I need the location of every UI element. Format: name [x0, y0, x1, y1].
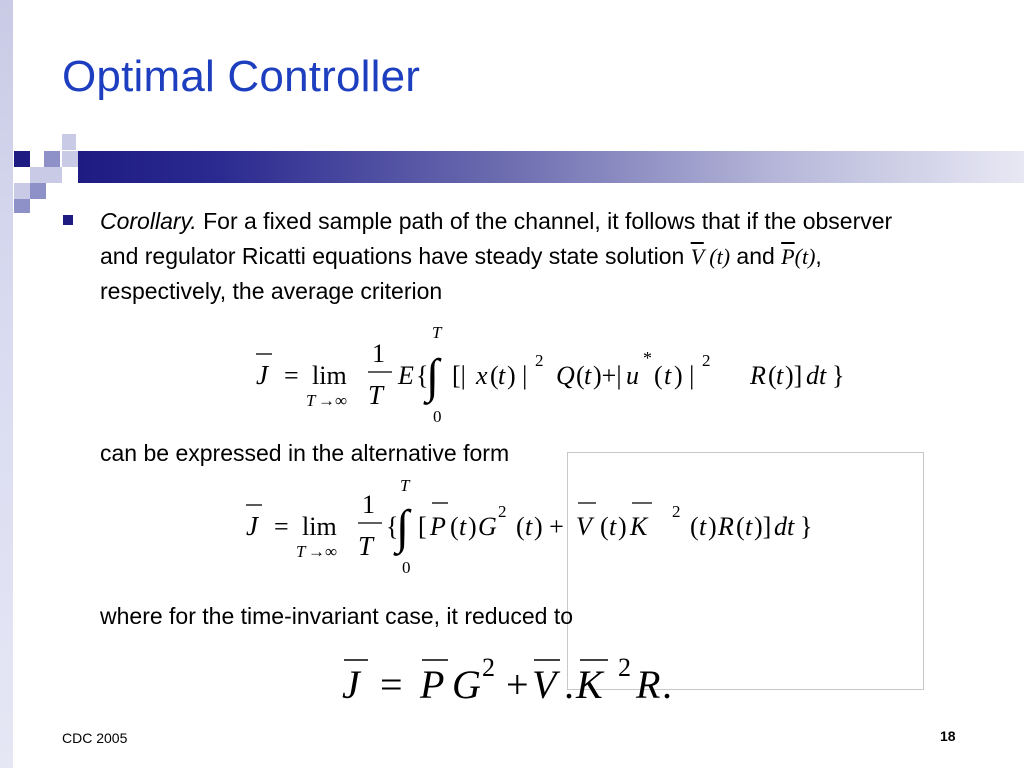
- svg-text:Q: Q: [556, 361, 575, 390]
- svg-text:x: x: [476, 361, 488, 390]
- equation-criterion: [250, 318, 870, 430]
- svg-text:) |: ) |: [507, 361, 528, 390]
- corollary-paragraph: [100, 204, 920, 309]
- svg-text:T: T: [432, 323, 442, 342]
- svg-text:): ): [618, 512, 627, 541]
- svg-text:J: J: [246, 511, 258, 541]
- svg-text:2: 2: [672, 502, 681, 521]
- svg-text:t: t: [664, 361, 672, 390]
- footer-conference: CDC 2005: [62, 730, 128, 746]
- svg-text:T: T: [400, 476, 410, 495]
- svg-text:E: E: [398, 361, 414, 390]
- para-text-and: and: [736, 243, 775, 269]
- svg-text:(: (: [600, 512, 609, 541]
- svg-text:) +: ) +: [534, 512, 564, 541]
- svg-text:t: t: [498, 361, 506, 390]
- svg-text:K: K: [576, 662, 603, 707]
- svg-text:t: t: [584, 361, 592, 390]
- equation-time-invariant: [336, 650, 736, 710]
- svg-text:*: *: [643, 348, 652, 368]
- svg-text:2: 2: [618, 653, 631, 682]
- equation-alternative: [240, 475, 850, 585]
- svg-text:(: (: [490, 361, 499, 390]
- svg-text:)+|: )+|: [593, 361, 622, 390]
- svg-text:{: {: [386, 512, 399, 541]
- svg-text:J: J: [256, 360, 268, 390]
- text-alternative-form: can be expressed in the alternative form: [100, 440, 510, 466]
- math-v-bar-t: $\overline{V}$ (t): [690, 244, 731, 269]
- svg-text:P: P: [420, 662, 445, 707]
- para-text-3: , respectively, the average criterion: [100, 243, 822, 304]
- svg-text:G: G: [478, 512, 497, 541]
- svg-text:t: t: [699, 512, 707, 541]
- svg-text:[|: [|: [452, 361, 466, 390]
- math-p-bar-t: $\overline{P}(t)$: [781, 244, 816, 269]
- svg-text:J: J: [342, 662, 360, 707]
- svg-text:P: P: [430, 512, 446, 541]
- svg-text:)]: )]: [785, 361, 803, 390]
- svg-text:=: =: [284, 361, 299, 390]
- svg-text:V: V: [576, 512, 592, 541]
- svg-text:t: t: [776, 361, 784, 390]
- bullet-marker: [63, 215, 73, 225]
- svg-text:}: }: [832, 361, 845, 390]
- svg-text:0: 0: [402, 558, 411, 577]
- svg-text:): ): [468, 512, 477, 541]
- para-text-1: For a fixed sample path of the channel, it follows that if the observer and regulator Ricatti equations have steady state solution: [100, 208, 893, 269]
- svg-text:T: T: [296, 542, 306, 561]
- svg-text:(: (: [576, 361, 585, 390]
- svg-text:V: V: [532, 662, 557, 707]
- svg-text:+: +: [506, 662, 529, 707]
- svg-text:∫: ∫: [396, 501, 410, 554]
- svg-text:R: R: [750, 361, 766, 390]
- page-number: 18: [940, 728, 956, 744]
- corollary-label: Corollary.: [100, 208, 197, 234]
- svg-text:.: .: [564, 662, 574, 707]
- svg-text:T: T: [368, 380, 384, 410]
- svg-text:u: u: [626, 361, 639, 390]
- svg-text:dt: dt: [806, 361, 827, 390]
- svg-text:(: (: [450, 512, 459, 541]
- svg-text:[: [: [418, 512, 427, 541]
- svg-text:) |: ) |: [674, 361, 695, 390]
- svg-text:=: =: [380, 662, 403, 707]
- svg-text:→∞: →∞: [318, 391, 348, 410]
- svg-text:(: (: [768, 361, 777, 390]
- svg-text:(: (: [654, 361, 663, 390]
- svg-text:2: 2: [535, 351, 544, 370]
- svg-text:)]: )]: [754, 512, 772, 541]
- svg-text:}: }: [800, 512, 813, 541]
- svg-text:T: T: [306, 391, 316, 410]
- svg-text:=: =: [274, 512, 289, 541]
- svg-text:t: t: [745, 512, 753, 541]
- svg-text:R: R: [718, 512, 734, 541]
- left-decorative-strip: [0, 0, 13, 768]
- svg-text:t: t: [459, 512, 467, 541]
- svg-text:1: 1: [372, 339, 385, 368]
- svg-text:→∞: →∞: [308, 542, 338, 561]
- svg-text:t: t: [525, 512, 533, 541]
- text-time-invariant: where for the time-invariant case, it reduced to: [100, 603, 574, 629]
- svg-text:(: (: [690, 512, 699, 541]
- svg-text:.: .: [662, 662, 672, 707]
- svg-text:2: 2: [482, 653, 495, 682]
- title-rule-bar: [78, 151, 1024, 183]
- svg-text:R: R: [636, 662, 661, 707]
- svg-text:(: (: [516, 512, 525, 541]
- slide-title: Optimal Controller: [62, 52, 421, 101]
- svg-text:1: 1: [362, 490, 375, 519]
- svg-text:t: t: [609, 512, 617, 541]
- svg-text:lim: lim: [302, 512, 337, 541]
- svg-text:T: T: [358, 531, 374, 561]
- svg-text:G: G: [452, 662, 481, 707]
- svg-text:{: {: [416, 361, 429, 390]
- svg-text:dt: dt: [774, 512, 795, 541]
- svg-text:2: 2: [702, 351, 711, 370]
- svg-text:K: K: [630, 512, 648, 541]
- svg-text:(: (: [736, 512, 745, 541]
- svg-text:2: 2: [498, 502, 507, 521]
- svg-text:0: 0: [433, 407, 442, 426]
- svg-text:): ): [708, 512, 717, 541]
- svg-text:lim: lim: [312, 361, 347, 390]
- svg-text:∫: ∫: [426, 350, 440, 403]
